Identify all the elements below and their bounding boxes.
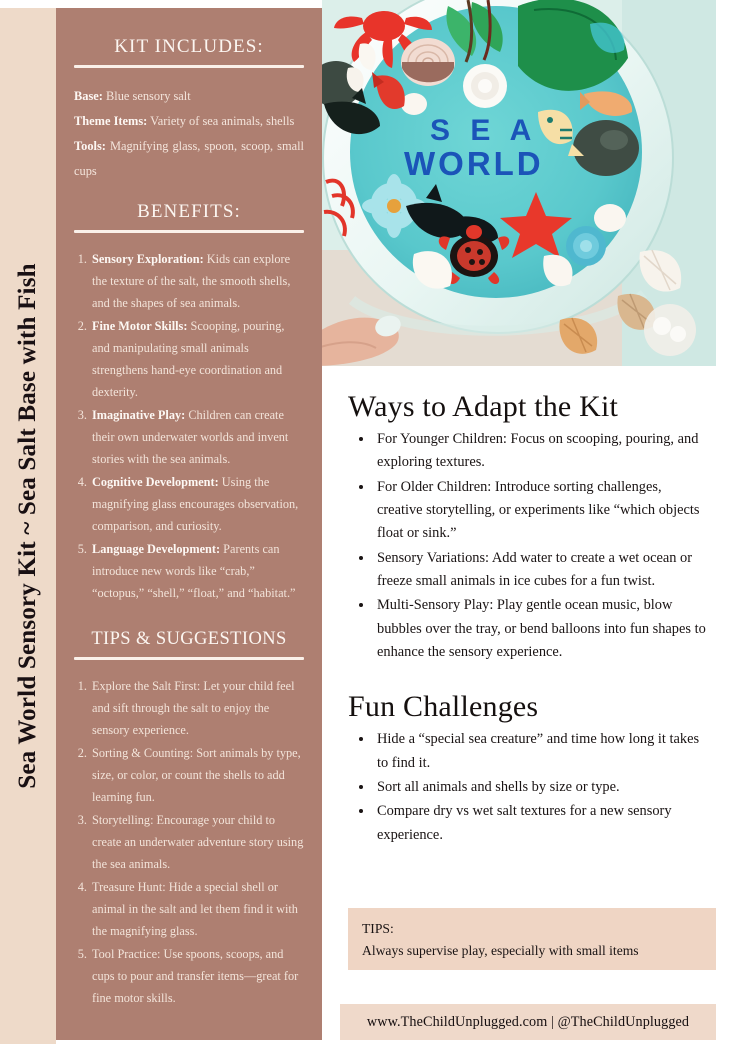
benefits-heading: BENEFITS: bbox=[137, 200, 241, 222]
benefit-label: Language Development: bbox=[92, 542, 221, 557]
benefit-label: Imaginative Play: bbox=[92, 407, 186, 422]
kit-item bbox=[74, 109, 304, 133]
list-item: 4. Treasure Hunt: Hide a special shell or animal in the salt and let them find it with the magnifying glass. bbox=[90, 877, 304, 943]
benefit-label: Fine Motor Skills: bbox=[92, 318, 188, 333]
sensory-tray-photo bbox=[322, 0, 716, 366]
fun-challenges-title: Fun Challenges bbox=[348, 690, 539, 724]
list-item: • Sensory Variations: Add water to create a wet ocean or freeze small animals in ice cubes for a fun twist. bbox=[374, 547, 710, 594]
benefit-text: Children can create their own underwater worlds and invent stories with the sea animals. bbox=[92, 407, 289, 466]
list-item: • Compare dry vs wet salt textures for a new sensory experience. bbox=[374, 800, 710, 847]
tips-suggestions-section bbox=[74, 629, 304, 1010]
benefit-text: Kids can explore the texture of the salt, the smooth shells, and the shapes of sea animals. bbox=[92, 251, 291, 310]
benefit-text: Using the magnifying glass encourages observation, comparison, and curiosity. bbox=[92, 475, 299, 533]
info-panel bbox=[56, 8, 322, 1040]
list-item bbox=[90, 249, 304, 315]
footer bbox=[340, 1004, 716, 1040]
kit-item bbox=[74, 134, 304, 182]
kit-item-label: Tools: bbox=[74, 139, 106, 154]
footer-website-text: www.TheChildUnplugged.com | @TheChildUnplugged bbox=[366, 1013, 690, 1030]
vertical-title-strip bbox=[0, 8, 56, 1044]
benefit-label: Cognitive Development: bbox=[92, 475, 219, 489]
kit-includes-heading: KIT INCLUDES: bbox=[114, 36, 264, 57]
list-item: 5. Tool Practice: Use spoons, scoops, and cups to pour and transfer items—great for fine motor skills. bbox=[90, 944, 304, 1010]
benefits-section bbox=[74, 201, 304, 605]
benefit-label: Sensory Exploration: bbox=[92, 251, 204, 266]
benefit-text: Scooping, pouring, and manipulating small animals strengthens hand-eye coordination and dexterity. bbox=[92, 318, 285, 399]
kit-item bbox=[74, 84, 304, 108]
tips-callout-box bbox=[348, 908, 716, 970]
tips-suggestions-list bbox=[74, 676, 304, 1010]
tray-text-line2: WORLD bbox=[404, 145, 544, 182]
kit-includes-divider bbox=[74, 65, 304, 68]
list-item: • For Older Children: Introduce sorting challenges, creative storytelling, or experiments like “which objects float or sink.” bbox=[374, 476, 710, 546]
list-item: 2. Sorting & Counting: Sort animals by type, size, or color, or count the shells to add learning fun. bbox=[90, 743, 304, 809]
tips-callout-text: Always supervise play, especially with small items bbox=[362, 943, 639, 959]
list-item: 3. Storytelling: Encourage your child to create an underwater adventure story using the sea animals. bbox=[90, 810, 304, 876]
list-item: • Hide a “special sea creature” and time how long it takes to find it. bbox=[374, 728, 710, 775]
list-item: • For Younger Children: Focus on scooping, pouring, and exploring textures. bbox=[374, 428, 710, 475]
list-item: • Multi-Sensory Play: Play gentle ocean music, blow bubbles over the tray, or bend balloons into fun shapes to enhance the sensory experience. bbox=[374, 594, 710, 664]
benefit-text: Parents can introduce new words like “crab,” “octopus,” “shell,” “float,” and “habitat.” bbox=[92, 542, 296, 600]
kit-item-label: Base: bbox=[74, 89, 103, 103]
benefits-list bbox=[74, 249, 304, 605]
list-item bbox=[90, 316, 304, 404]
benefits-divider bbox=[74, 230, 304, 233]
list-item: 1. Explore the Salt First: Let your child feel and sift through the salt to enjoy the sensory experience. bbox=[90, 676, 304, 742]
kit-includes-list bbox=[74, 84, 304, 183]
page-title: Sea World Sensory Kit ~ Sea Salt Base with Fish bbox=[14, 263, 41, 789]
kit-item-label: Theme Items: bbox=[74, 114, 148, 129]
list-item bbox=[90, 539, 304, 605]
fun-challenges-list bbox=[374, 728, 710, 847]
tips-callout-label: TIPS: bbox=[362, 921, 394, 936]
tips-suggestions-divider bbox=[74, 657, 304, 660]
list-item bbox=[90, 405, 304, 471]
kit-item-value: Blue sensory salt bbox=[106, 89, 191, 103]
list-item: • Sort all animals and shells by size or type. bbox=[374, 776, 710, 799]
kit-item-value: Magnifying glass, spoon, scoop, small cups bbox=[74, 139, 304, 178]
tips-suggestions-heading: TIPS & SUGGESTIONS bbox=[91, 628, 287, 649]
ways-to-adapt-title: Ways to Adapt the Kit bbox=[348, 390, 619, 423]
kit-item-value: Variety of sea animals, shells bbox=[150, 114, 295, 129]
tray-text-line1: S E A bbox=[430, 114, 538, 147]
list-item bbox=[90, 472, 304, 538]
ways-to-adapt-list bbox=[374, 428, 710, 664]
